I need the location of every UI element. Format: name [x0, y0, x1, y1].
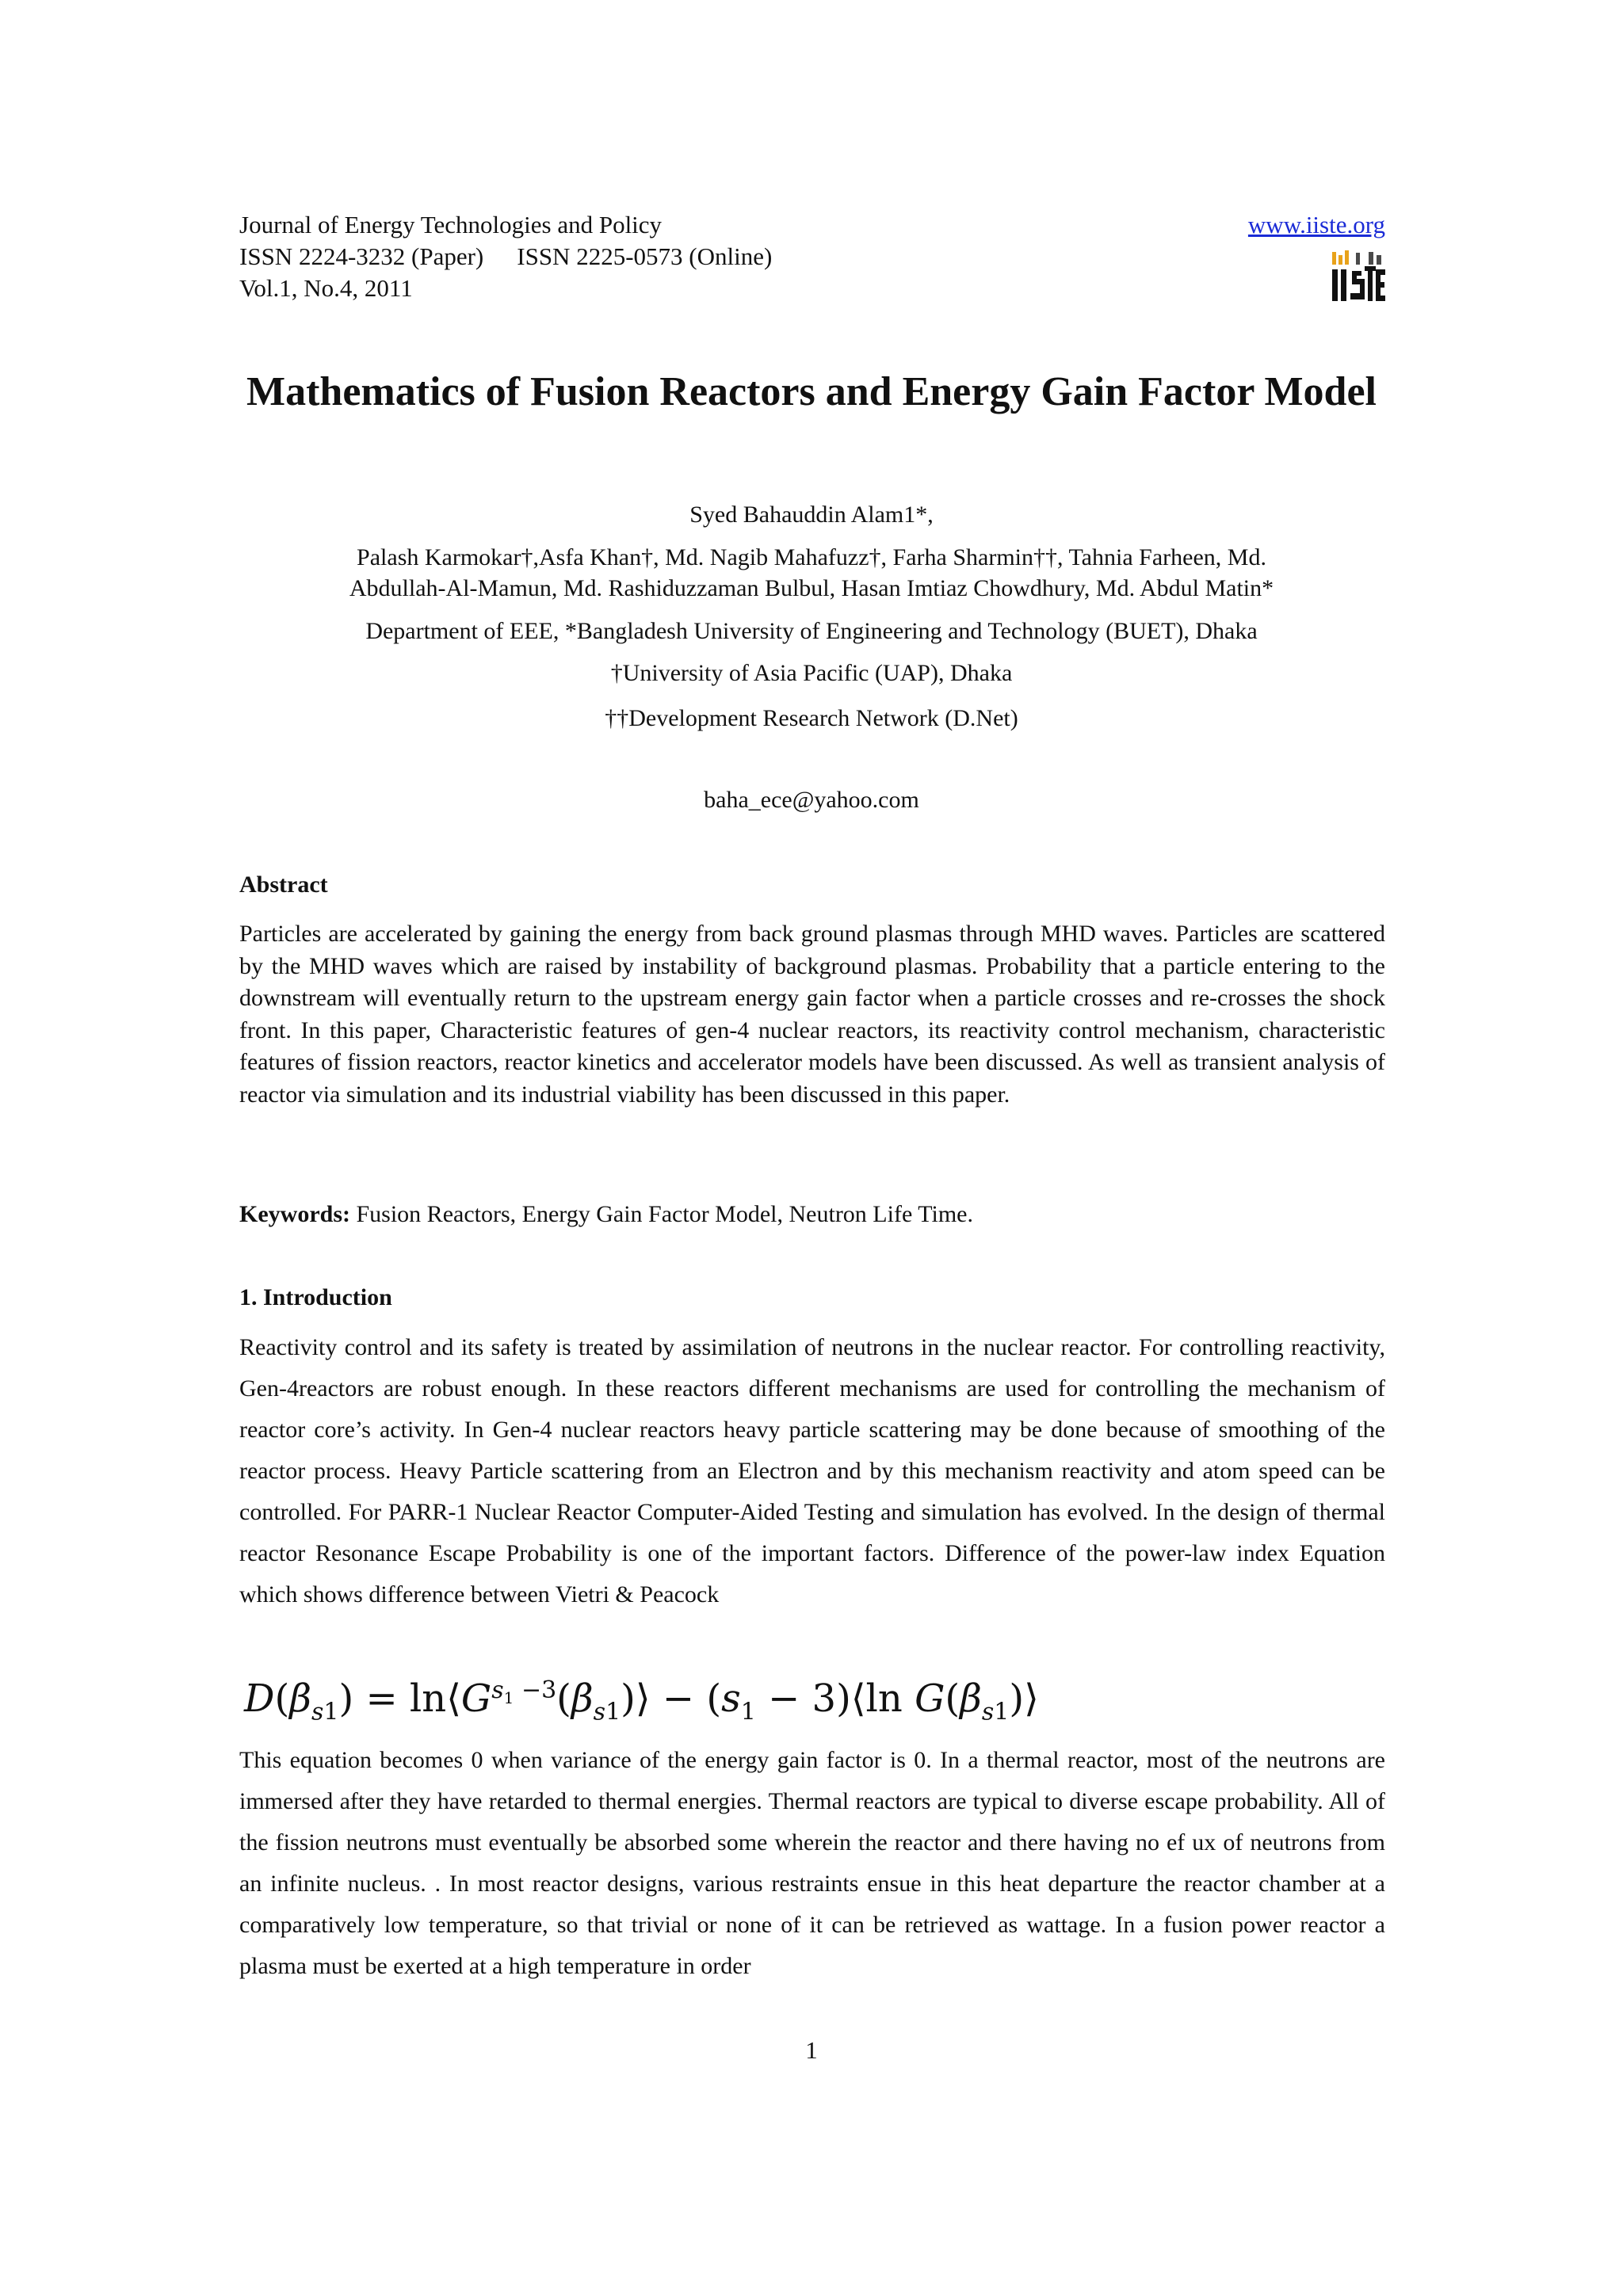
introduction-paragraph-1: Reactivity control and its safety is treated by assimilation of neutrons in the nuclear reactor. For controlling reactivity, Gen-4reactors are robust enough. In these reactors different mechanisms are used for controlling the mechanism of reactor core’s activity. In Gen-4 nuclear reactors heavy particle scattering may be done because of smoothing of the reactor process. Heavy Particle scattering from an Electron and by this mechanism reactivity and atom speed can be controlled. For PARR-1 Nuclear Reactor Computer-Aided Testing and simulation has evolved. In the design of thermal reactor Resonance Escape Probability is one of the important factors. Difference of the power-law index Equation which shows difference between Vietri & Peacock [239, 1334, 1385, 1608]
keywords-label: Keywords: [239, 1201, 350, 1227]
author-list-line-1: Palash Karmokar†,Asfa Khan†, Md. Nagib Mahafuzz†, Farha Sharmin††, Tahnia Farheen, Md. [357, 544, 1266, 570]
introduction-paragraph-2: This equation becomes 0 when variance of the energy gain factor is 0. In a thermal reactor, most of the neutrons are immersed after they have retarded to thermal energies. Thermal reactors are typical to diverse escape probability. All of the fission neutrons must eventually be absorbed some wherein the reactor and there having no ef ux of neutrons from an infinite nucleus. . In most reactor designs, various restraints ensue in this heat departure the reactor chamber at a comparatively low temperature, so that trivial or none of it can be retrieved as wattage. In a fusion power reactor a plasma must be exerted at a high temperature in order [239, 1747, 1385, 1979]
introduction-heading: 1. Introduction [239, 1284, 392, 1310]
affiliation-line-2: †University of Asia Pacific (UAP), Dhaka [610, 660, 1013, 686]
issn-paper: ISSN 2224-3232 (Paper) [239, 242, 484, 270]
equation-power-law-difference: $D(\beta_{s1})$ = $\ln⟨G^{s_1 -3}(\beta_{s1})⟩ - (s_1$ − 3)⟨ln $G(\beta_{s1})⟩$ [244, 1676, 1039, 1726]
abstract-heading: Abstract [239, 871, 328, 898]
lead-author: Syed Bahauddin Alam1*, [689, 502, 934, 528]
journal-name: Journal of Energy Technologies and Policy [239, 211, 663, 238]
author-email: baha_ece@yahoo.com [704, 787, 919, 813]
issn-online: ISSN 2225-0573 (Online) [517, 242, 773, 270]
author-list-line-2: Abdullah-Al-Mamun, Md. Rashiduzzaman Bulbul, Hasan Imtiaz Chowdhury, Md. Abdul Matin* [349, 575, 1274, 601]
keywords-list: Fusion Reactors, Energy Gain Factor Model, Neutron Life Time. [349, 1201, 973, 1227]
affiliation-line-1: Department of EEE, *Bangladesh University of Engineering and Technology (BUET), Dhaka [365, 618, 1258, 644]
page-number: 1 [805, 2036, 818, 2064]
iiste-logo [1330, 250, 1385, 303]
keywords [239, 1199, 1385, 1230]
abstract-text: Particles are accelerated by gaining the energy from back ground plasmas through MHD waves. Particles are scattered by the MHD waves which are raised by instability of background plasmas. Probability that a particle entering to the downstream will eventually return to the upstream energy gain factor when a particle crosses and re-crosses the shock front. In this paper, Characteristic features of gen-4 nuclear reactors, its reactivity control mechanism, characteristic features of fission reactors, reactor kinetics and accelerator models have been discussed. As well as transient analysis of reactor via simulation and its industrial viability has been discussed in this paper. [239, 921, 1385, 1108]
website-link[interactable]: www.iiste.org [1247, 211, 1385, 238]
volume-info: Vol.1, No.4, 2011 [239, 274, 413, 302]
paper-title: Mathematics of Fusion Reactors and Energy Gain Factor Model [246, 369, 1377, 414]
issn-line [239, 241, 772, 273]
affiliation-line-3: ††Development Research Network (D.Net) [605, 705, 1018, 731]
